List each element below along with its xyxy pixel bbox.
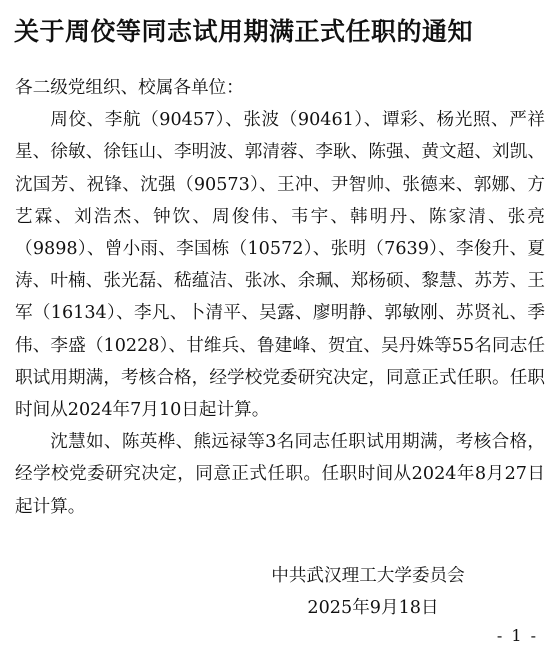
page-number: - 1 -	[496, 626, 538, 645]
paragraph-appointment-list: 周佼、李航（90457）、张波（90461）、谭彩、杨光照、严祥星、徐敏、徐钰山、李明波、郭清蓉、李耿、陈强、黄文超、刘凯、沈国芳、祝锋、沈强（90573）、王冲、尹智帅、张德来、郭娜、方艺霖、刘浩杰、钟饮、周俊伟、韦宇、韩明丹、陈家清、张亮（9898）、曾小雨、李国栋（10572）、张明（7639）、李俊升、夏涛、叶楠、张光磊、嵇蕴洁、张冰、余珮、郑杨硕、黎慧、苏芳、王军（16134）、李凡、卜清平、吴露、廖明静、郭敏刚、苏贤礼、季伟、李盛（10228）、甘维兵、鲁建峰、贺宜、吴丹姝等55名同志任职试用期满，考核合格，经学校党委研究决定，同意正式任职。任职时间从2024年7月10日起计算。	[15, 110, 545, 421]
signature-block	[238, 560, 498, 624]
salutation: 各二级党组织、校属各单位：	[15, 78, 244, 98]
signature-organization: 中共武汉理工大学委员会	[271, 566, 465, 586]
signature-date: 2025年9月18日	[307, 598, 439, 618]
document-title: 关于周佼等同志试用期满正式任职的通知	[14, 17, 474, 46]
paragraph-second-appointment: 沈慧如、陈英桦、熊远禄等3名同志任职试用期满，考核合格，经学校党委研究决定，同意正式任职。任职时间从2024年8月27日起计算。	[15, 432, 545, 517]
document-body	[15, 72, 545, 523]
